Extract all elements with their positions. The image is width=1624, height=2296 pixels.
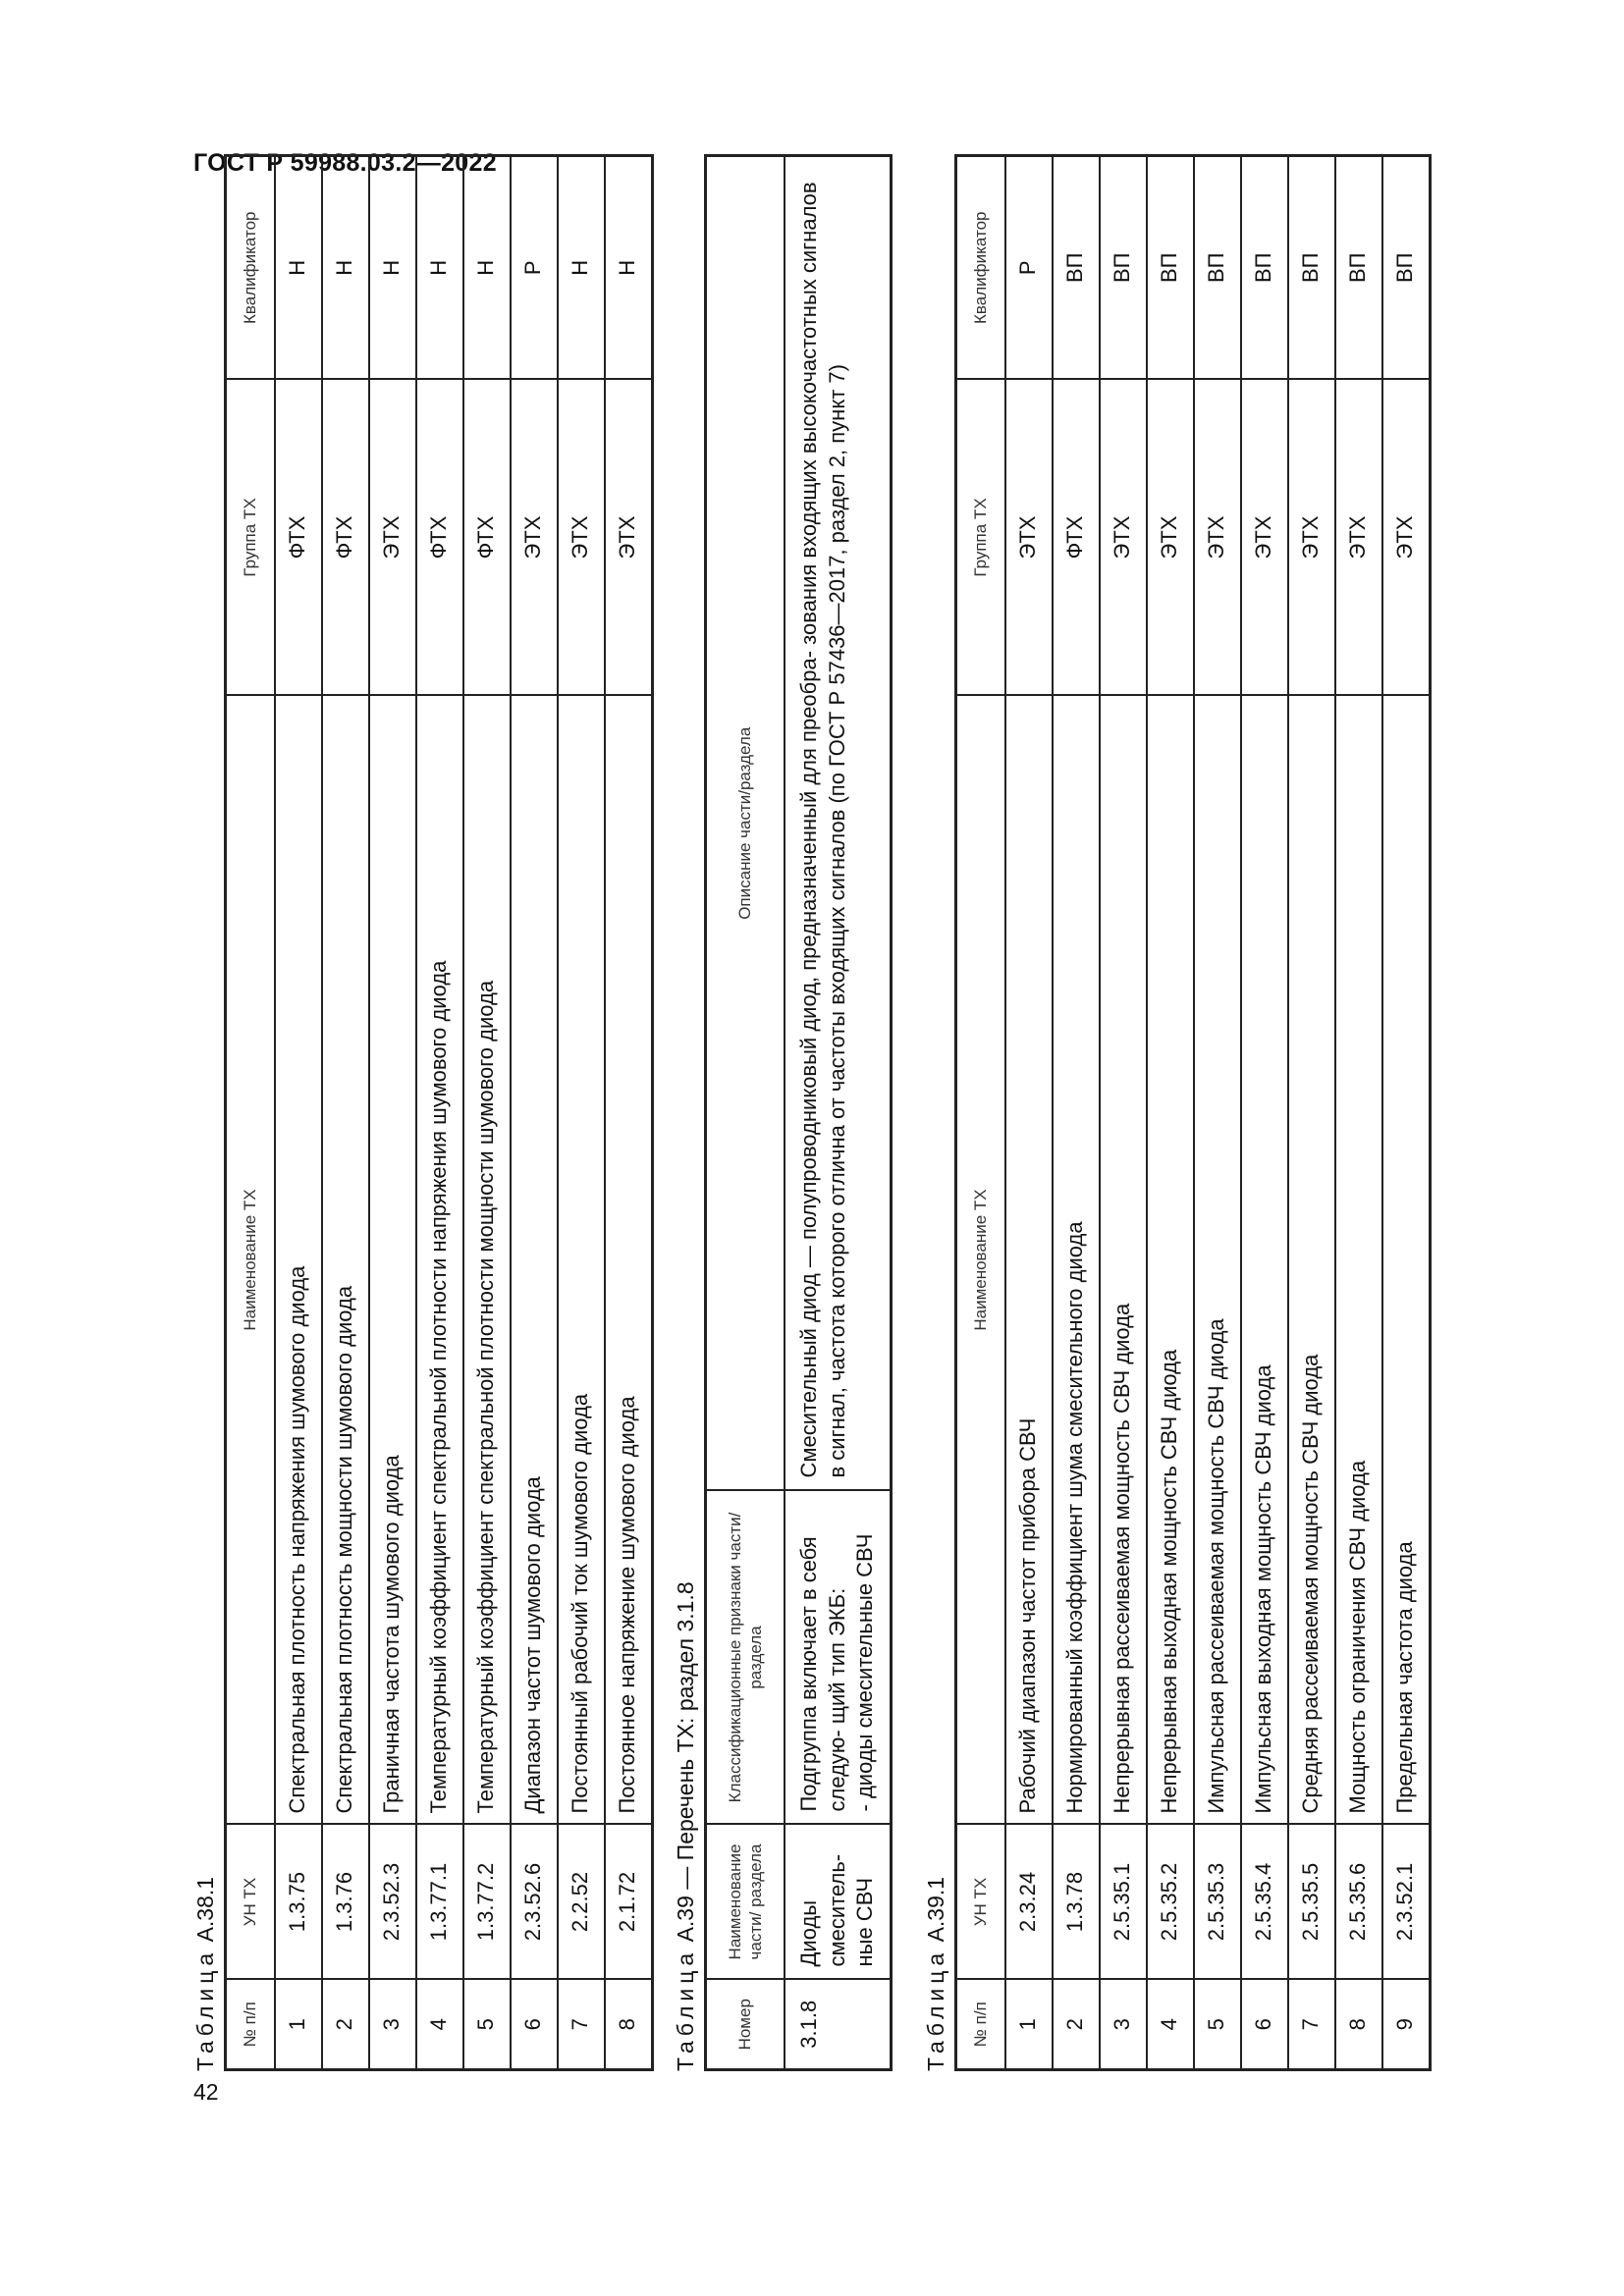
cell-code: 2.3.52.3 xyxy=(369,1825,416,1980)
cell-code: 1.3.76 xyxy=(322,1825,369,1980)
cell-qualifier: Н xyxy=(275,156,322,380)
cell-name: Спектральная плотность напряжения шумового диода xyxy=(275,696,322,1825)
cell-group: ФТХ xyxy=(275,380,322,696)
cell-group: ФТХ xyxy=(322,380,369,696)
table-row xyxy=(558,156,605,2070)
col-header-group: Группа ТХ xyxy=(956,380,1005,696)
col-header-code: УН ТХ xyxy=(226,1825,275,1980)
cell-number: 2 xyxy=(1053,1980,1100,2070)
cell-group: ФТХ xyxy=(463,380,511,696)
cell-qualifier: ВП xyxy=(1241,156,1288,380)
cell-name: Диапазон частот шумового диода xyxy=(511,696,558,1825)
cell-number: 7 xyxy=(558,1980,605,2070)
cell-qualifier: Н xyxy=(463,156,511,380)
cell-group: ЭТХ xyxy=(369,380,416,696)
cell-qualifier: ВП xyxy=(1288,156,1335,380)
col-header-number: Номер xyxy=(706,1980,785,2070)
cell-qualifier: Р xyxy=(1005,156,1053,380)
caption-id: А.39.1 xyxy=(923,1876,948,1943)
cell-code: 2.5.35.2 xyxy=(1147,1825,1194,1980)
cell-code: 2.5.35.5 xyxy=(1288,1825,1335,1980)
cell-qualifier: Н xyxy=(322,156,369,380)
table-row xyxy=(1241,156,1288,2070)
cell-number: 8 xyxy=(1335,1980,1382,2070)
table-row xyxy=(1288,156,1335,2070)
cell-group: ФТХ xyxy=(416,380,463,696)
cell-name: Температурный коэффициент спектральной плотности напряжения шумового диода xyxy=(416,696,463,1825)
table-row xyxy=(369,156,416,2070)
cell-group: ЭТХ xyxy=(1241,380,1288,696)
table-row xyxy=(1100,156,1147,2070)
cell-number: 3 xyxy=(1100,1980,1147,2070)
col-header-code: УН ТХ xyxy=(956,1825,1005,1980)
cell-code: 2.3.52.1 xyxy=(1382,1825,1431,1980)
table-row xyxy=(605,156,653,2070)
cell-code: 2.5.35.3 xyxy=(1194,1825,1241,1980)
table-header-row xyxy=(706,156,785,2070)
cell-number: 3.1.8 xyxy=(785,1980,891,2070)
cell-name: Температурный коэффициент спектральной плотности мощности шумового диода xyxy=(463,696,511,1825)
caption-prefix: Таблица xyxy=(673,1948,698,2071)
cell-code: 1.3.77.1 xyxy=(416,1825,463,1980)
cell-qualifier: ВП xyxy=(1147,156,1194,380)
cell-qualifier: Р xyxy=(511,156,558,380)
table-a39-1-caption xyxy=(923,1877,949,2071)
cell-number: 3 xyxy=(369,1980,416,2070)
table-a39-caption xyxy=(673,1581,699,2071)
cell-code: 2.5.35.1 xyxy=(1100,1825,1147,1980)
cell-group: ЭТХ xyxy=(605,380,653,696)
table-header-row xyxy=(226,156,275,2070)
table-a38-1 xyxy=(224,154,654,2071)
col-header-part-name: Наименование части/ раздела xyxy=(706,1825,785,1980)
cell-group: ЭТХ xyxy=(511,380,558,696)
cell-code: 2.1.72 xyxy=(605,1825,653,1980)
cell-group: ЭТХ xyxy=(1100,380,1147,696)
table-row xyxy=(416,156,463,2070)
col-header-name: Наименование ТХ xyxy=(226,696,275,1825)
cell-number: 1 xyxy=(1005,1980,1053,2070)
col-header-name: Наименование ТХ xyxy=(956,696,1005,1825)
cell-qualifier: Н xyxy=(558,156,605,380)
cell-qualifier: Н xyxy=(416,156,463,380)
cell-group: ЭТХ xyxy=(1382,380,1431,696)
table-row xyxy=(1382,156,1431,2070)
table-row xyxy=(275,156,322,2070)
rotated-content xyxy=(187,108,1463,2071)
table-row xyxy=(1335,156,1382,2070)
caption-prefix: Таблица xyxy=(192,1948,218,2071)
cell-features xyxy=(785,1491,891,1825)
cell-code: 2.2.52 xyxy=(558,1825,605,1980)
cell-code: 1.3.75 xyxy=(275,1825,322,1980)
cell-name: Постоянный рабочий ток шумового диода xyxy=(558,696,605,1825)
col-header-number: № п/п xyxy=(956,1980,1005,2070)
table-a39 xyxy=(704,154,893,2071)
cell-number: 8 xyxy=(605,1980,653,2070)
cell-name: Импульсная рассеиваемая мощность СВЧ диода xyxy=(1194,696,1241,1825)
cell-number: 2 xyxy=(322,1980,369,2070)
standard-header: ГОСТ Р 59988.03.2—2022 xyxy=(193,149,497,177)
col-header-group: Группа ТХ xyxy=(226,380,275,696)
cell-part-name: Диоды смеситель- ные СВЧ xyxy=(785,1825,891,1980)
table-row xyxy=(463,156,511,2070)
cell-name: Граничная частота шумового диода xyxy=(369,696,416,1825)
cell-group: ЭТХ xyxy=(1147,380,1194,696)
cell-group: ЭТХ xyxy=(1005,380,1053,696)
cell-number: 9 xyxy=(1382,1980,1431,2070)
cell-number: 1 xyxy=(275,1980,322,2070)
cell-description: Смесительный диод — полупроводниковый диод, предназначенный для преобра- зования входящих высокочастотных сигналов в сигнал, частота которого отлична от частоты входящих сигналов (по ГОСТ Р 57436—2017, раздел 2, пункт 7) xyxy=(785,156,891,1491)
col-header-features: Классификационные признаки части/ раздела xyxy=(706,1491,785,1825)
cell-name: Спектральная плотность мощности шумового диода xyxy=(322,696,369,1825)
col-header-number: № п/п xyxy=(226,1980,275,2070)
cell-code: 2.5.35.6 xyxy=(1335,1825,1382,1980)
cell-name: Постоянное напряжение шумового диода xyxy=(605,696,653,1825)
cell-number: 5 xyxy=(463,1980,511,2070)
cell-name: Мощность ограничения СВЧ диода xyxy=(1335,696,1382,1825)
cell-number: 6 xyxy=(511,1980,558,2070)
cell-group: ЭТХ xyxy=(1335,380,1382,696)
table-a39-1 xyxy=(954,154,1432,2071)
cell-qualifier: Н xyxy=(369,156,416,380)
table-row xyxy=(1053,156,1100,2070)
cell-group: ЭТХ xyxy=(558,380,605,696)
table-row xyxy=(1147,156,1194,2070)
cell-code: 1.3.78 xyxy=(1053,1825,1100,1980)
table-row xyxy=(322,156,369,2070)
table-a38-1-caption xyxy=(192,1877,219,2071)
cell-name: Непрерывная выходная мощность СВЧ диода xyxy=(1147,696,1194,1825)
cell-name: Импульсная выходная мощность СВЧ диода xyxy=(1241,696,1288,1825)
cell-number: 4 xyxy=(1147,1980,1194,2070)
cell-code: 2.3.52.6 xyxy=(511,1825,558,1980)
cell-qualifier: ВП xyxy=(1194,156,1241,380)
col-header-qualifier: Квалификатор xyxy=(956,156,1005,380)
caption-id: А.38.1 xyxy=(192,1876,218,1943)
features-intro: Подгруппа включает в себя следую- щий тип ЭКБ: xyxy=(796,1536,849,1812)
caption-rest: А.39 — Перечень ТХ: раздел 3.1.8 xyxy=(673,1581,698,1943)
cell-code: 1.3.77.2 xyxy=(463,1825,511,1980)
cell-qualifier: Н xyxy=(605,156,653,380)
cell-group: ЭТХ xyxy=(1194,380,1241,696)
cell-qualifier: ВП xyxy=(1382,156,1431,380)
cell-name: Непрерывная рассеиваемая мощность СВЧ диода xyxy=(1100,696,1147,1825)
caption-prefix: Таблица xyxy=(923,1948,948,2071)
cell-name: Нормированный коэффициент шума смесительного диода xyxy=(1053,696,1100,1825)
cell-number: 6 xyxy=(1241,1980,1288,2070)
table-row xyxy=(1194,156,1241,2070)
cell-number: 5 xyxy=(1194,1980,1241,2070)
table-header-row xyxy=(956,156,1005,2070)
cell-number: 7 xyxy=(1288,1980,1335,2070)
cell-code: 2.5.35.4 xyxy=(1241,1825,1288,1980)
cell-qualifier: ВП xyxy=(1335,156,1382,380)
table-row xyxy=(1005,156,1053,2070)
cell-name: Предельная частота диода xyxy=(1382,696,1431,1825)
col-header-qualifier: Квалификатор xyxy=(226,156,275,380)
col-header-description: Описание части/раздела xyxy=(706,156,785,1491)
cell-group: ФТХ xyxy=(1053,380,1100,696)
cell-qualifier: ВП xyxy=(1100,156,1147,380)
cell-name: Средняя рассеиваемая мощность СВЧ диода xyxy=(1288,696,1335,1825)
cell-number: 4 xyxy=(416,1980,463,2070)
page-number: 42 xyxy=(193,2079,219,2105)
table-row xyxy=(511,156,558,2070)
cell-name: Рабочий диапазон частот прибора СВЧ xyxy=(1005,696,1053,1825)
cell-group: ЭТХ xyxy=(1288,380,1335,696)
cell-code: 2.3.24 xyxy=(1005,1825,1053,1980)
features-item: - диоды смесительные СВЧ xyxy=(852,1533,878,1812)
cell-qualifier: ВП xyxy=(1053,156,1100,380)
table-row xyxy=(785,156,891,2070)
